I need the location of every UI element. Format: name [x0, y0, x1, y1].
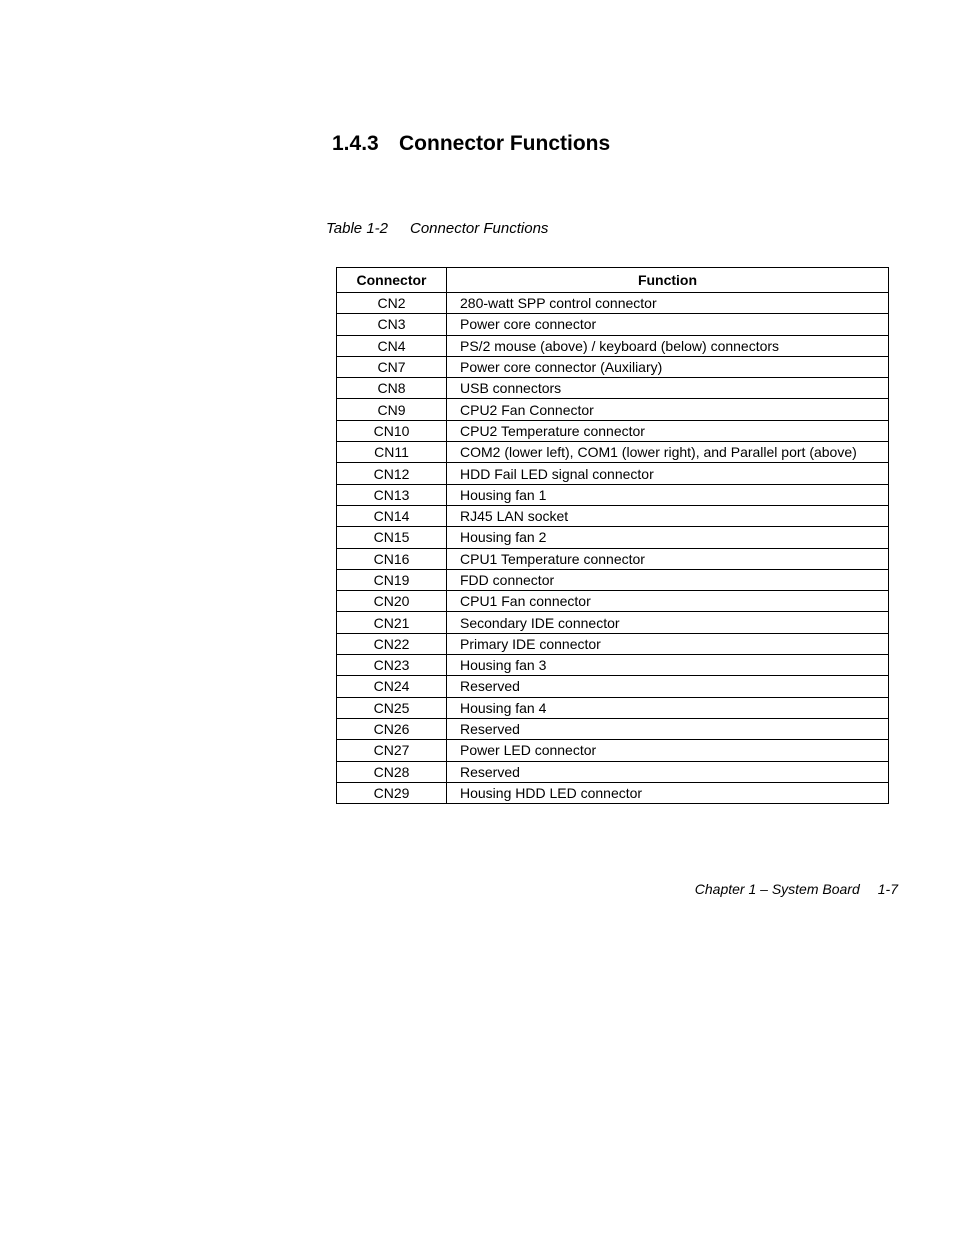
- connector-cell: CN8: [337, 378, 447, 399]
- function-cell: HDD Fail LED signal connector: [447, 463, 889, 484]
- table-row: [337, 761, 889, 782]
- connector-cell: CN10: [337, 420, 447, 441]
- table-row: [337, 655, 889, 676]
- table-row: [337, 442, 889, 463]
- table-row: [337, 505, 889, 526]
- section-title: Connector Functions: [399, 132, 611, 155]
- function-cell: PS/2 mouse (above) / keyboard (below) connectors: [447, 335, 889, 356]
- connector-cell: CN29: [337, 782, 447, 803]
- table-row: [337, 697, 889, 718]
- connector-cell: CN23: [337, 655, 447, 676]
- function-cell: FDD connector: [447, 569, 889, 590]
- function-cell: Reserved: [447, 676, 889, 697]
- function-cell: Secondary IDE connector: [447, 612, 889, 633]
- function-cell: Power core connector (Auxiliary): [447, 356, 889, 377]
- connector-cell: CN22: [337, 633, 447, 654]
- table-row: [337, 718, 889, 739]
- table-row: [337, 548, 889, 569]
- connector-cell: CN13: [337, 484, 447, 505]
- table-row: [337, 335, 889, 356]
- function-cell: Primary IDE connector: [447, 633, 889, 654]
- connector-cell: CN4: [337, 335, 447, 356]
- function-cell: Housing fan 3: [447, 655, 889, 676]
- table-row: [337, 591, 889, 612]
- connector-cell: CN14: [337, 505, 447, 526]
- column-header-connector: Connector: [337, 268, 447, 293]
- connector-cell: CN19: [337, 569, 447, 590]
- connector-functions-table: [336, 267, 889, 804]
- table-row: [337, 484, 889, 505]
- function-cell: COM2 (lower left), COM1 (lower right), and Parallel port (above): [447, 442, 889, 463]
- table-row: [337, 676, 889, 697]
- function-cell: Housing fan 1: [447, 484, 889, 505]
- table-row: [337, 399, 889, 420]
- connector-cell: CN3: [337, 314, 447, 335]
- table-caption-title: Connector Functions: [410, 220, 549, 237]
- table-row: [337, 782, 889, 803]
- connector-cell: CN12: [337, 463, 447, 484]
- connector-cell: CN15: [337, 527, 447, 548]
- column-header-function: Function: [447, 268, 889, 293]
- connector-cell: CN9: [337, 399, 447, 420]
- function-cell: 280-watt SPP control connector: [447, 293, 889, 314]
- connector-cell: CN25: [337, 697, 447, 718]
- function-cell: USB connectors: [447, 378, 889, 399]
- function-cell: CPU1 Fan connector: [447, 591, 889, 612]
- connector-cell: CN20: [337, 591, 447, 612]
- connector-cell: CN2: [337, 293, 447, 314]
- connector-cell: CN16: [337, 548, 447, 569]
- connector-cell: CN28: [337, 761, 447, 782]
- function-cell: Housing fan 4: [447, 697, 889, 718]
- connector-cell: CN7: [337, 356, 447, 377]
- function-cell: RJ45 LAN socket: [447, 505, 889, 526]
- connector-cell: CN21: [337, 612, 447, 633]
- footer-page-number: 1-7: [877, 881, 898, 897]
- function-cell: Reserved: [447, 761, 889, 782]
- section-number: 1.4.3: [332, 132, 379, 155]
- function-cell: Reserved: [447, 718, 889, 739]
- table-row: [337, 420, 889, 441]
- footer-chapter: Chapter 1 – System Board: [694, 881, 860, 897]
- table-body: [337, 293, 889, 804]
- table-caption: [326, 219, 548, 239]
- table-row: [337, 612, 889, 633]
- connector-cell: CN27: [337, 740, 447, 761]
- table-row: [337, 569, 889, 590]
- function-cell: CPU2 Temperature connector: [447, 420, 889, 441]
- table-row: [337, 356, 889, 377]
- function-cell: CPU2 Fan Connector: [447, 399, 889, 420]
- table-row: [337, 378, 889, 399]
- function-cell: Housing HDD LED connector: [447, 782, 889, 803]
- table-row: [337, 633, 889, 654]
- function-cell: Power LED connector: [447, 740, 889, 761]
- section-heading: [332, 130, 610, 158]
- table-row: [337, 740, 889, 761]
- connector-cell: CN11: [337, 442, 447, 463]
- function-cell: CPU1 Temperature connector: [447, 548, 889, 569]
- table-row: [337, 314, 889, 335]
- table-row: [337, 527, 889, 548]
- function-cell: Housing fan 2: [447, 527, 889, 548]
- table-row: [337, 293, 889, 314]
- connector-cell: CN26: [337, 718, 447, 739]
- connector-cell: CN24: [337, 676, 447, 697]
- table-caption-number: Table 1-2: [326, 220, 388, 237]
- table-row: [337, 463, 889, 484]
- function-cell: Power core connector: [447, 314, 889, 335]
- table-header-row: [337, 268, 889, 293]
- page-footer: [695, 880, 898, 898]
